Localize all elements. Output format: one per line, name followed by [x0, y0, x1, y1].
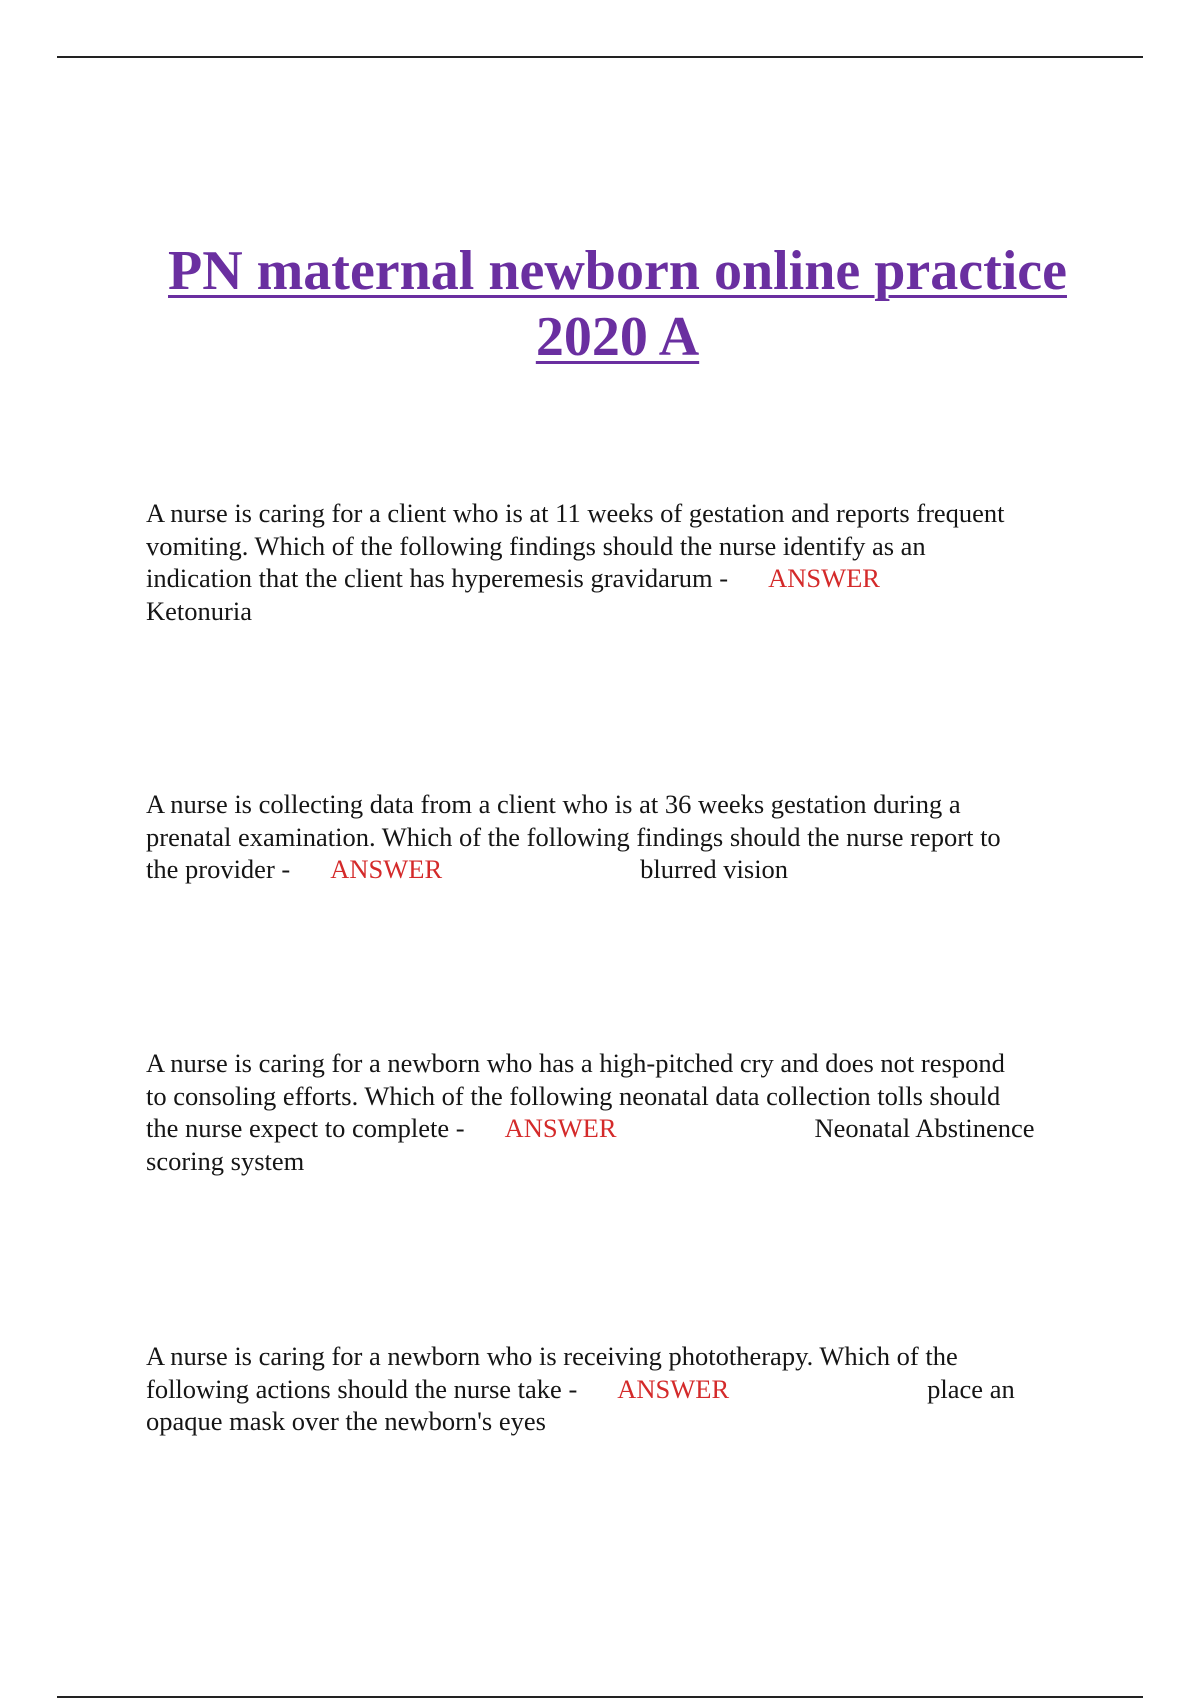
question-3-line-3: the nurse expect to complete - [146, 1113, 465, 1143]
question-2-line-1: A nurse is collecting data from a client who is at 36 weeks gestation during a [146, 789, 961, 819]
question-block-2 [146, 788, 1086, 886]
answer-label-3: ANSWER [504, 1113, 617, 1143]
question-block-3 [146, 1047, 1086, 1177]
document-title [100, 238, 1135, 370]
answer-3-line-1: Neonatal Abstinence [814, 1113, 1035, 1143]
question-4-line-1: A nurse is caring for a newborn who is receiving phototherapy. Which of the [146, 1341, 958, 1371]
question-block-1 [146, 497, 1086, 627]
answer-4-line-1: place an [927, 1373, 1015, 1404]
question-3-line-3-wrap [146, 1112, 1086, 1145]
question-4-line-2-wrap [146, 1373, 1086, 1406]
title-line-2: 2020 A [535, 306, 700, 368]
question-4-line-2: following actions should the nurse take - [146, 1373, 578, 1404]
bottom-rule [57, 1696, 1143, 1698]
question-1-line-2: vomiting. Which of the following findings should the nurse identify as an [146, 530, 926, 561]
question-1-line-3-wrap [146, 562, 1086, 595]
question-2-line-2: prenatal examination. Which of the following findings should the nurse report to [146, 821, 1001, 852]
question-3-line-2: to consoling efforts. Which of the following neonatal data collection tolls should [146, 1080, 1001, 1111]
answer-2-line-1: blurred vision [640, 854, 789, 884]
answer-3-line-2: scoring system [146, 1145, 305, 1176]
answer-1-line-1: Ketonuria [146, 595, 252, 626]
question-1-line-1: A nurse is caring for a client who is at 11 weeks of gestation and reports frequent [146, 498, 1005, 528]
answer-label-1: ANSWER [768, 563, 880, 593]
answer-4-line-2: opaque mask over the newborn's eyes [146, 1406, 546, 1436]
question-2-line-3: the provider - [146, 854, 291, 884]
question-1-line-3: indication that the client has hyperemesis gravidarum - [146, 563, 729, 593]
title-line-1: PN maternal newborn online practice [168, 240, 1067, 302]
question-2-line-3-wrap [146, 853, 1086, 886]
question-3-line-1: A nurse is caring for a newborn who has a high-pitched cry and does not respond [146, 1048, 1005, 1078]
answer-label-2: ANSWER [330, 854, 443, 884]
top-rule [57, 56, 1143, 58]
question-block-4 [146, 1340, 1086, 1438]
answer-label-4: ANSWER [617, 1373, 730, 1404]
